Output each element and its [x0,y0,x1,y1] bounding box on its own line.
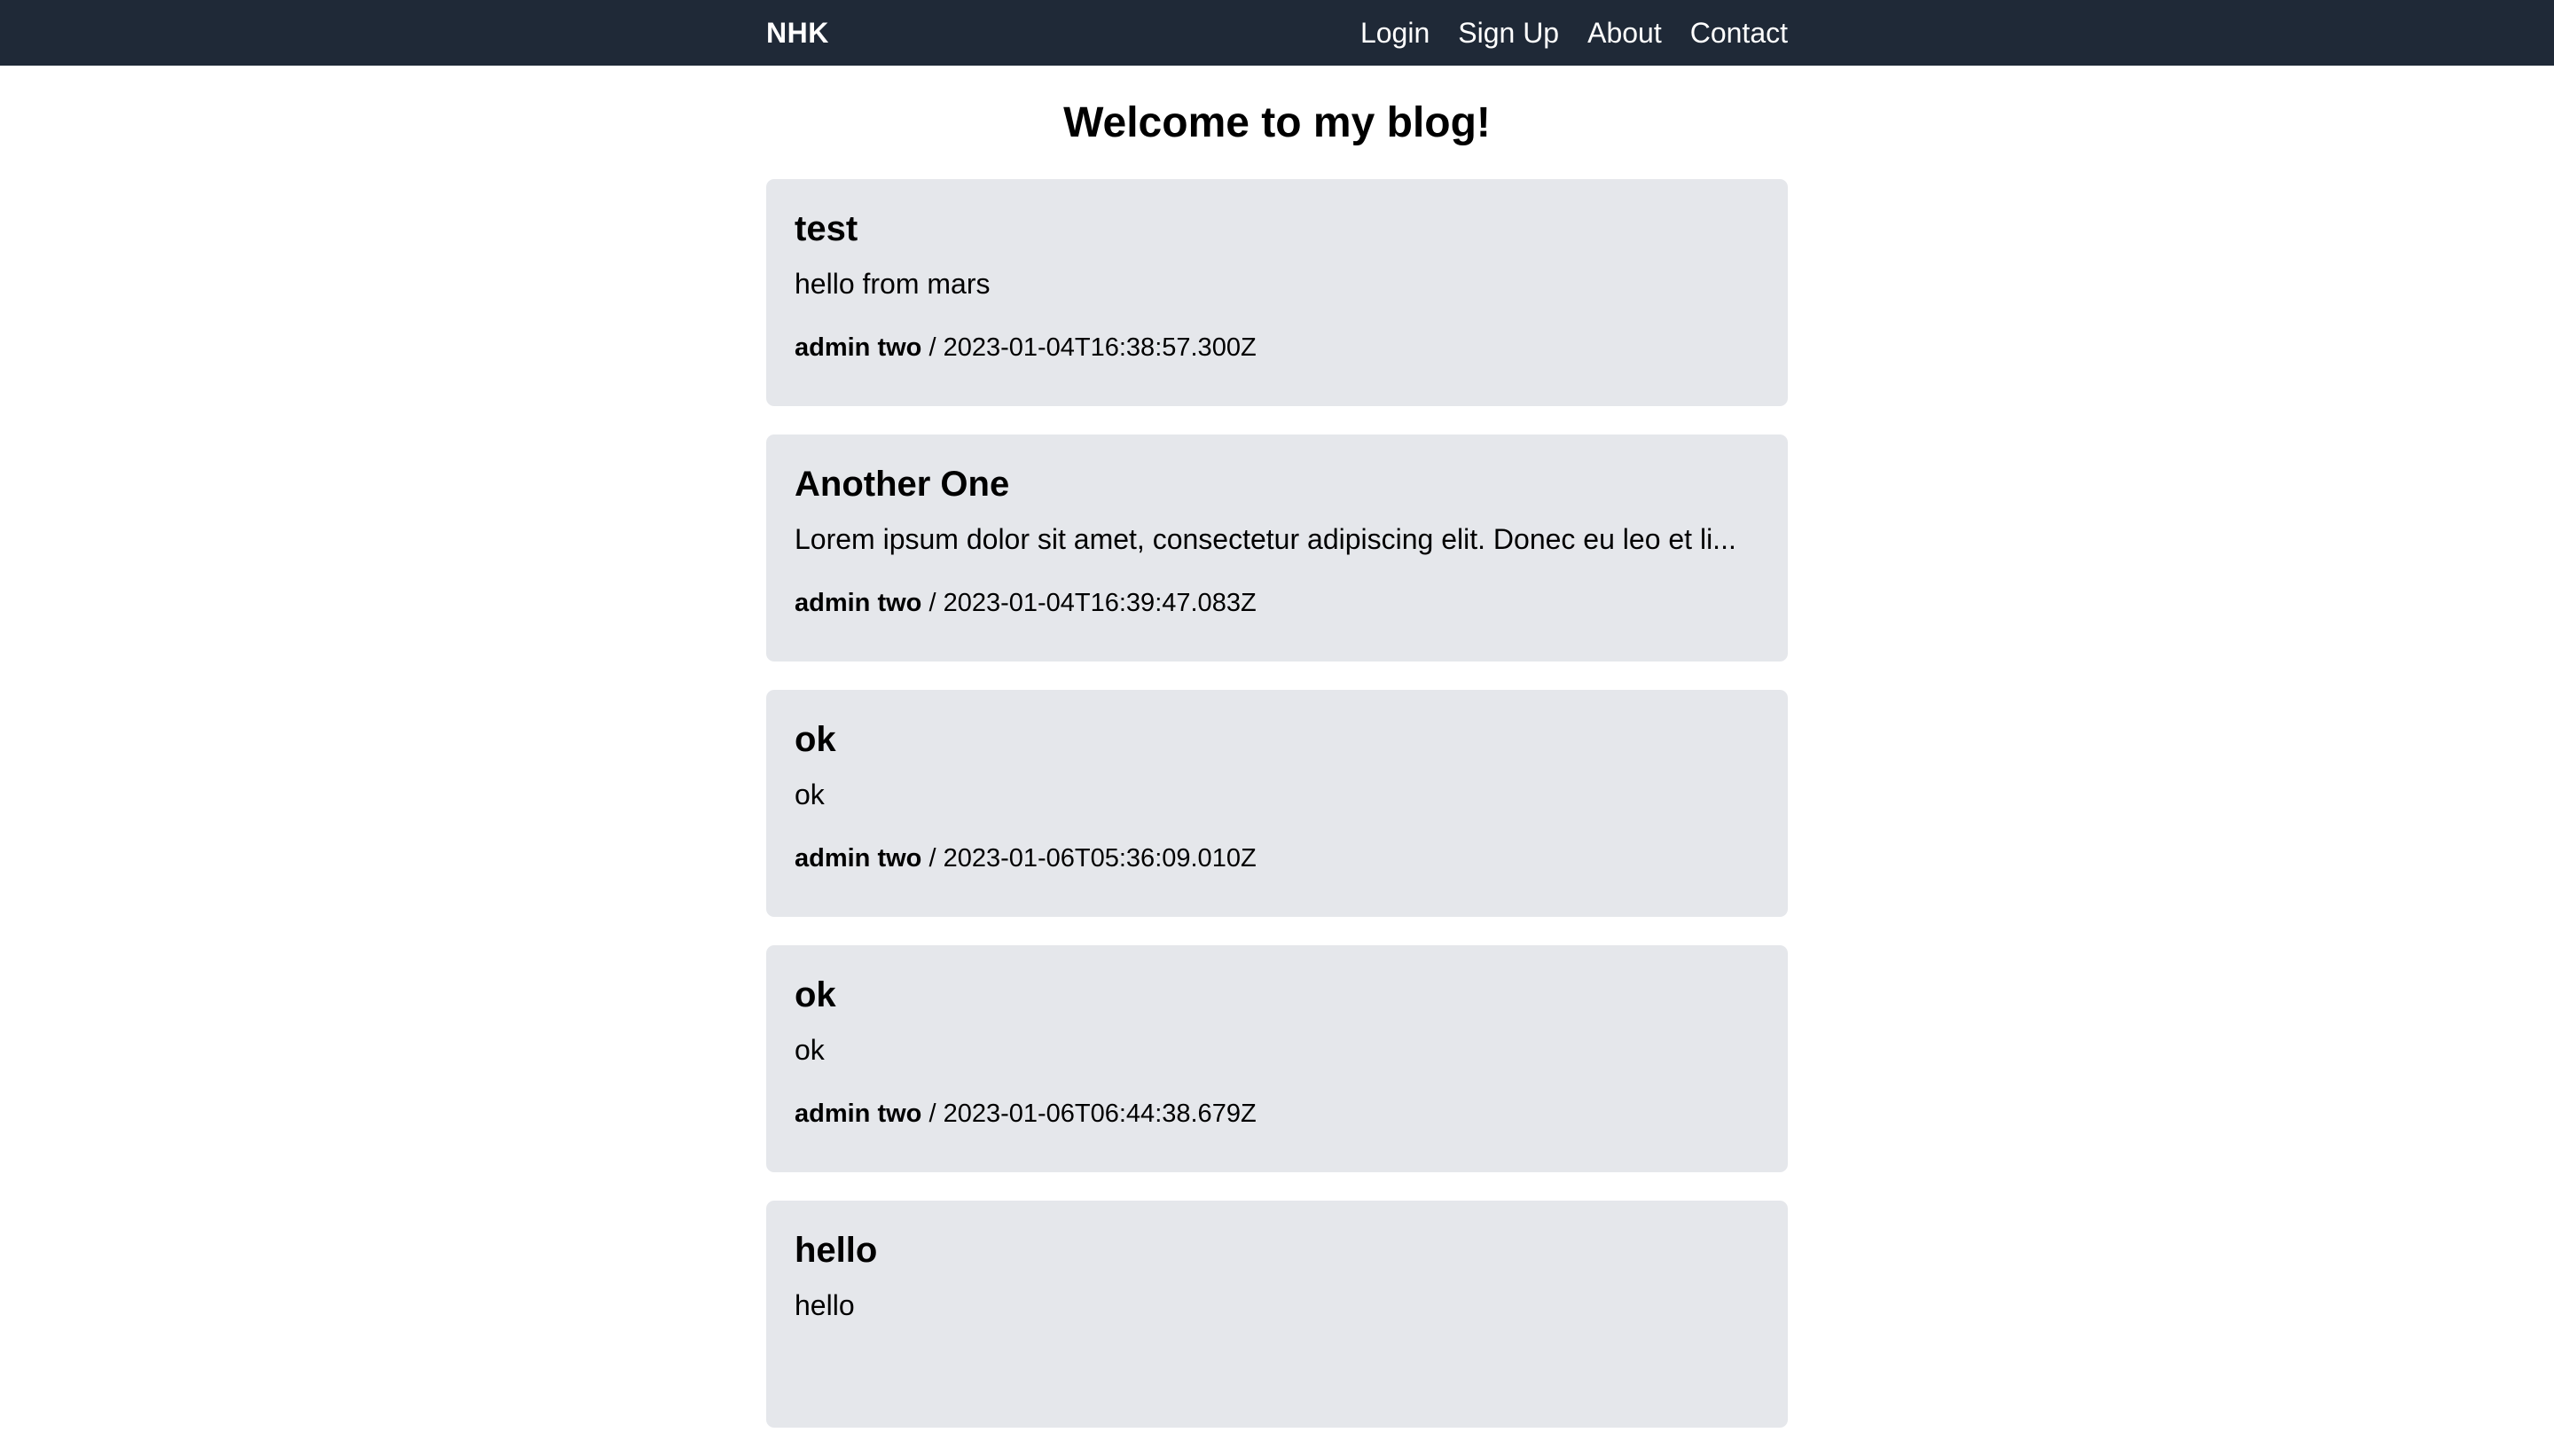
post-card[interactable] [766,945,1788,1172]
post-timestamp: 2023-01-06T05:36:09.010Z [943,844,1257,873]
post-title[interactable]: hello [795,1231,878,1270]
post-meta [795,1096,1759,1131]
post-author: admin two [795,333,922,362]
post-timestamp: 2023-01-06T06:44:38.679Z [943,1100,1257,1128]
post-title[interactable]: Another One [795,465,1010,504]
post-card[interactable] [766,690,1788,917]
post-title[interactable]: test [795,209,858,248]
post-author: admin two [795,1100,922,1128]
post-author: admin two [795,589,922,617]
post-meta [795,330,1759,365]
post-title[interactable]: ok [795,975,836,1014]
meta-separator: / [921,589,944,617]
nav-about-link[interactable]: About [1587,16,1662,49]
post-timestamp: 2023-01-04T16:39:47.083Z [943,589,1257,617]
post-card[interactable] [766,434,1788,661]
post-body: hello [795,1289,855,1321]
post-card[interactable] [766,1201,1788,1428]
post-timestamp: 2023-01-04T16:38:57.300Z [943,333,1257,362]
post-list [766,179,1788,1456]
meta-separator: / [921,844,944,873]
post-body: ok [795,779,825,810]
post-title[interactable]: ok [795,720,836,759]
post-card[interactable] [766,179,1788,406]
nav-contact-link[interactable]: Contact [1689,16,1788,49]
nav-signup-link[interactable]: Sign Up [1458,16,1560,49]
page-title: Welcome to my blog! [1063,99,1491,146]
brand-logo-link[interactable]: NHK [766,16,829,49]
post-body: Lorem ipsum dolor sit amet, consectetur adipiscing elit. Donec eu leo et li... [795,523,1736,555]
post-meta [795,841,1759,876]
navbar-inner [766,0,1788,66]
meta-separator: / [921,333,944,362]
post-meta [795,585,1759,621]
post-body: hello from mars [795,268,991,300]
nav-login-link[interactable]: Login [1359,16,1430,49]
post-body: ok [795,1034,825,1066]
post-author: admin two [795,844,922,873]
meta-separator: / [921,1100,944,1128]
nav-links [1360,17,1788,50]
navbar [0,0,2554,66]
